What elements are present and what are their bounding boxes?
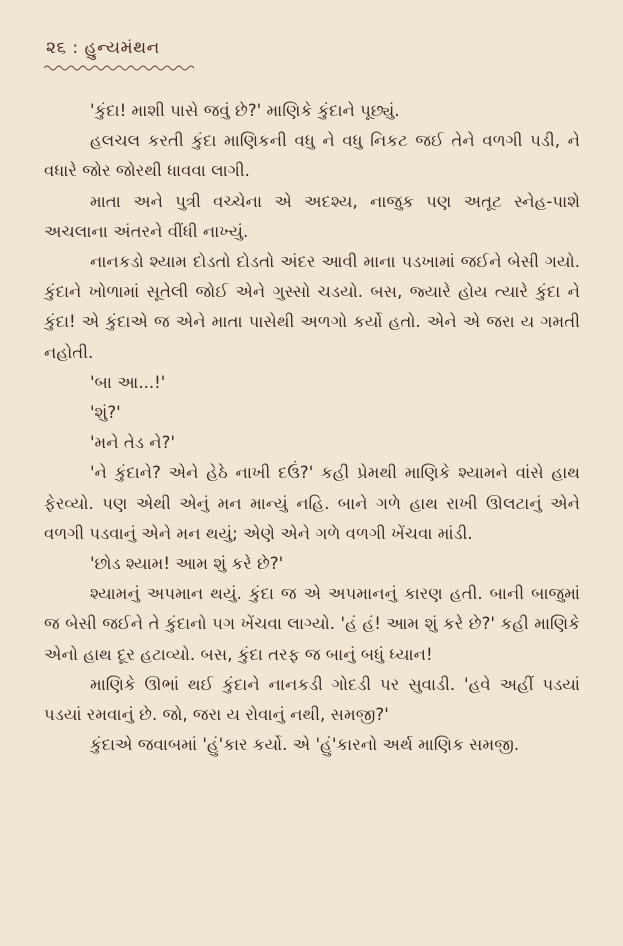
body-text: [44, 96, 580, 760]
paragraph: શ્યામનું અપમાન થયું. કુંદા જ એ અપમાનનું કારણ હતી. બાની બાજુમાં જ બેસી જઈને તે કુંદાનો પગ ખેંચવા લાગ્યો. 'હં હં! આમ શું કરે છે?' કહી માણિકે એનો હાથ દૂર હટાવ્યો. બસ, કુંદા તરફ જ બાનું બધું ધ્યાન!: [44, 584, 580, 664]
paragraph: માતા અને પુત્રી વચ્ચેના એ અદશ્ય, નાજુક પણ અતૂટ સ્નેહ-પાશે અચલાના અંતરને વીંધી નાખ્યું.: [44, 191, 580, 241]
paragraph: 'કુંદા! માશી પાસે જવું છે?' માણિકે કુંદાને પૂછ્યું.: [90, 101, 400, 120]
wavy-underline: [44, 64, 194, 72]
paragraph: 'બા આ...!': [90, 372, 166, 392]
paragraph: 'મને તેડ ને?': [90, 433, 176, 453]
running-title: હુન્યમંથન: [84, 38, 160, 58]
paragraph: કુંદાએ જવાબમાં 'હું'કાર કર્યો. એ 'હું'કારનો અર્થ માણિક સમજી.: [90, 735, 520, 755]
paragraph: માણિકે ઊભાં થઈ કુંદાને નાનકડી ગોદડી પર સુવાડી. 'હવે અહીં પડયાં પડયાં રમવાનું છે. જો, જરા ય રોવાનું નથી, સમજી?': [44, 674, 580, 725]
paragraph: નાનકડો શ્યામ દોડતો દોડતો અંદર આવી માના પડખામાં જઈને બેસી ગયો. કુંદાને ખોળામાં સૂતેલી જોઈ એને ગુસ્સો ચડયો. બસ, જ્યારે હોય ત્યારે કુંદા ને કુંદા! એ કુંદાએ જ એને માતા પાસેથી અળગો કર્યો હતો. એને એ જરા ય ગમતી નહોતી.: [44, 252, 580, 362]
header-separator: :: [72, 38, 79, 58]
page-number: ૨૬: [46, 38, 67, 58]
paragraph: 'ને કુંદાને? એને હેઠે નાખી દઉં?' કહી પ્રેમથી માણિકે શ્યામને વાંસે હાથ ફેરવ્યો. પણ એથી એનું મન માન્યું નહિ. બાને ગળે હાથ રાખી ઊલટાનું એને વળગી પડવાનું એને મન થયું; એણે એને ગળે વળગી ખેંચવા માંડી.: [44, 463, 580, 543]
page-header: [46, 38, 160, 58]
paragraph: 'શું?': [90, 403, 121, 423]
paragraph: હલચલ કરતી કુંદા માણિકની વધુ ને વધુ નિકટ જઈ તેને વળગી પડી, ને વધારે જોર જોરથી ધાવવા લાગી.: [44, 131, 580, 181]
paragraph: 'છોડ શ્યામ! આમ શું કરે છે?': [90, 554, 284, 574]
